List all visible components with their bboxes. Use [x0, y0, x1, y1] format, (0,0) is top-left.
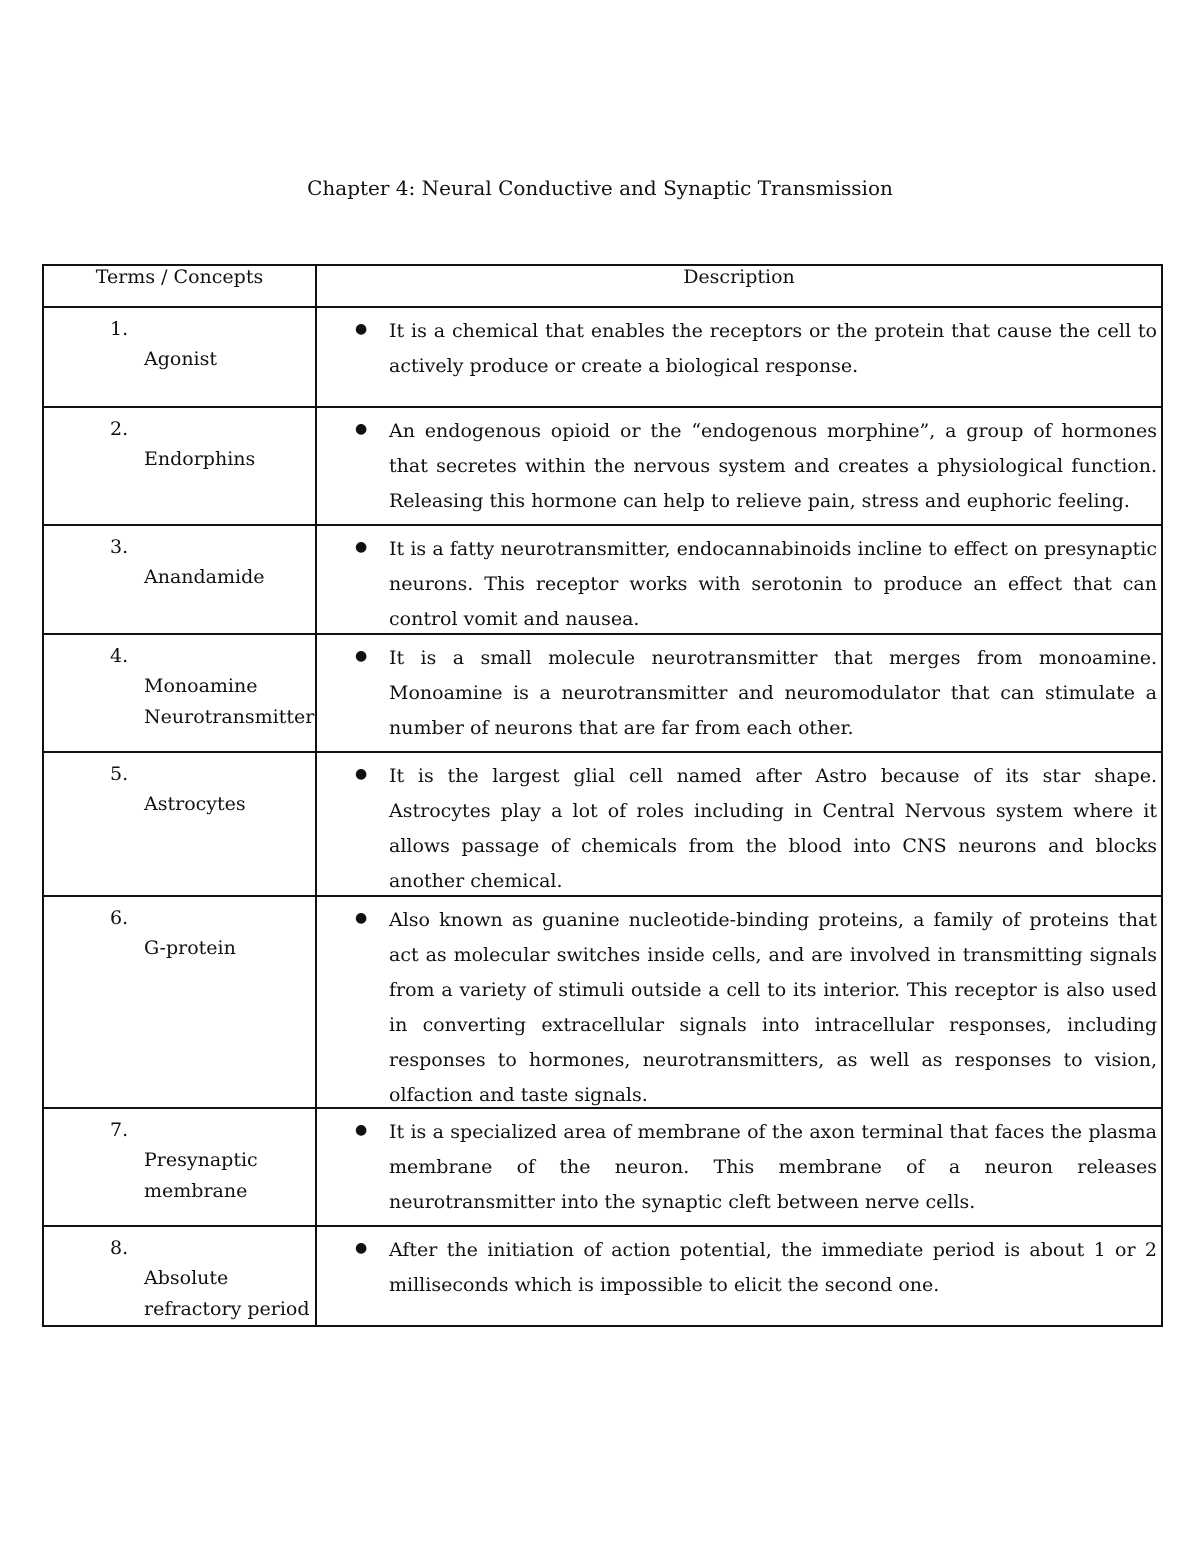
description-cell: [316, 752, 1162, 896]
bullet-icon: ●: [355, 766, 368, 782]
term-name: Monoamine Neurotransmitter: [144, 675, 315, 728]
bullet-icon: ●: [355, 421, 368, 437]
term-name: Anandamide: [144, 566, 265, 588]
header-description: Description: [316, 265, 1162, 307]
term-cell: [43, 1108, 316, 1226]
table-row: [43, 407, 1162, 525]
term-cell: [43, 896, 316, 1108]
table-row: [43, 525, 1162, 634]
term-description: It is a specialized area of membrane of the axon terminal that faces the plasma membrane of the neuron. This membrane of a neuron releases neurotransmitter into the synaptic cleft between nerve cells.: [389, 1121, 1157, 1213]
description-cell: [316, 1226, 1162, 1326]
row-number: 3.: [110, 536, 129, 558]
table-row: [43, 1226, 1162, 1326]
description-cell: [316, 896, 1162, 1108]
term-cell: [43, 407, 316, 525]
term-description: Also known as guanine nucleotide-binding proteins, a family of proteins that act as molecular switches inside cells, and are involved in transmitting signals from a variety of stimuli outside a cell to its interior. This receptor is also used in converting extracellular signals into intracellular responses, including responses to hormones, neurotransmitters, as well as responses to vision, olfaction and taste signals.: [389, 909, 1157, 1106]
row-number: 4.: [110, 645, 129, 667]
term-name: Astrocytes: [144, 793, 246, 815]
terms-table: [42, 264, 1163, 1327]
description-cell: [316, 1108, 1162, 1226]
term-name: Absolute refractory period: [144, 1267, 310, 1320]
term-description: It is a fatty neurotransmitter, endocannabinoids incline to effect on presynaptic neurons. This receptor works with serotonin to produce an effect that can control vomit and nausea.: [389, 538, 1157, 630]
term-cell: [43, 1226, 316, 1326]
bullet-icon: ●: [355, 910, 368, 926]
term-cell: [43, 634, 316, 752]
description-cell: [316, 307, 1162, 407]
table-header-row: [43, 265, 1162, 307]
page-title: Chapter 4: Neural Conductive and Synaptic Transmission: [307, 176, 893, 200]
term-name: Endorphins: [144, 448, 256, 470]
table-row: [43, 752, 1162, 896]
term-description: It is a small molecule neurotransmitter that merges from monoamine. Monoamine is a neurotransmitter and neuromodulator that can stimulate a number of neurons that are far from each other.: [389, 647, 1157, 739]
description-cell: [316, 407, 1162, 525]
term-description: An endogenous opioid or the “endogenous morphine”, a group of hormones that secretes within the nervous system and creates a physiological function. Releasing this hormone can help to relieve pain, stress and euphoric feeling.: [389, 420, 1157, 512]
term-name: Agonist: [144, 348, 218, 370]
term-description: It is the largest glial cell named after Astro because of its star shape. Astrocytes play a lot of roles including in Central Nervous system where it allows passage of chemicals from the blood into CNS neurons and blocks another chemical.: [389, 765, 1157, 892]
header-terms: Terms / Concepts: [43, 265, 316, 307]
term-description: After the initiation of action potential, the immediate period is about 1 or 2 milliseconds which is impossible to elicit the second one.: [389, 1239, 1157, 1296]
row-number: 2.: [110, 418, 129, 440]
table-row: [43, 307, 1162, 407]
term-name: G-protein: [144, 937, 236, 959]
term-cell: [43, 525, 316, 634]
bullet-icon: ●: [355, 539, 368, 555]
bullet-icon: ●: [355, 1122, 368, 1138]
description-cell: [316, 525, 1162, 634]
term-description: It is a chemical that enables the receptors or the protein that cause the cell to actively produce or create a biological response.: [389, 320, 1157, 377]
bullet-icon: ●: [355, 1240, 368, 1256]
row-number: 7.: [110, 1119, 129, 1141]
bullet-icon: ●: [355, 321, 368, 337]
table-row: [43, 1108, 1162, 1226]
table-row: [43, 634, 1162, 752]
row-number: 1.: [110, 318, 129, 340]
description-cell: [316, 634, 1162, 752]
table-row: [43, 896, 1162, 1108]
row-number: 6.: [110, 907, 129, 929]
term-cell: [43, 307, 316, 407]
term-name: Presynaptic membrane: [144, 1149, 258, 1202]
row-number: 8.: [110, 1237, 129, 1259]
term-cell: [43, 752, 316, 896]
row-number: 5.: [110, 763, 129, 785]
bullet-icon: ●: [355, 648, 368, 664]
